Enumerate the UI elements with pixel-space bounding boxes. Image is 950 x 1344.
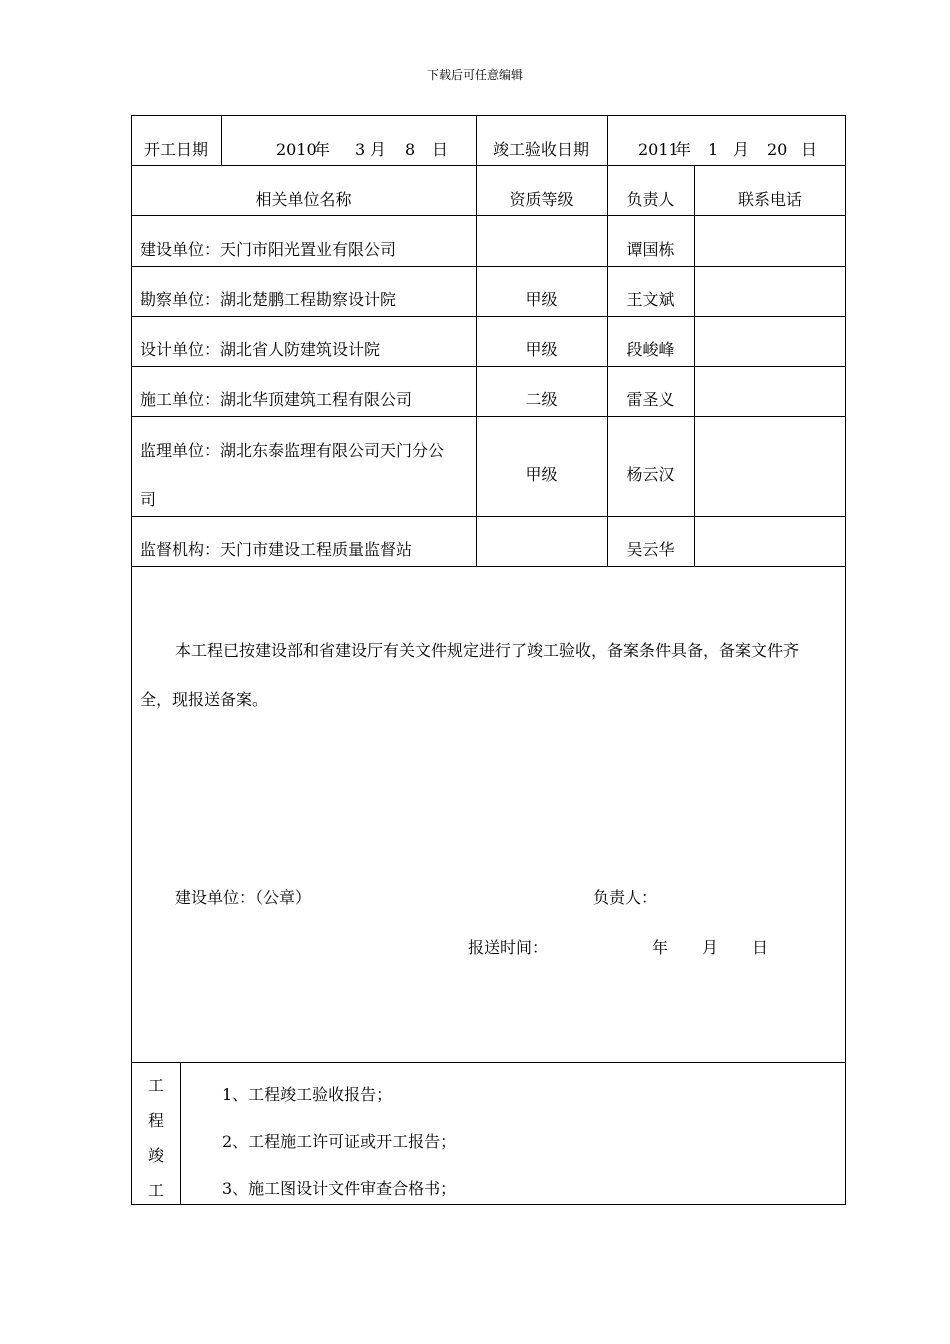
docs-label-char: 竣: [147, 1146, 164, 1165]
col-divider: [476, 165, 477, 566]
complete-year: 2011: [638, 140, 679, 159]
start-year: 2010: [276, 140, 317, 159]
responsible-sign-label: 负责人：: [593, 888, 658, 907]
docs-label-char: 工: [147, 1181, 164, 1200]
unit-person: 杨云汉: [626, 465, 675, 484]
row-divider: [131, 215, 846, 216]
unit-name-line2: 司: [140, 490, 157, 509]
docs-label-char: 工: [147, 1076, 164, 1095]
unit-grade: 甲级: [525, 340, 558, 359]
row-divider: [131, 416, 846, 417]
doc-item: 1、工程竣工验收报告；: [222, 1085, 393, 1104]
unit-name: 施工单位：湖北华顶建筑工程有限公司: [140, 390, 413, 409]
doc-item: 2、工程施工许可证或开工报告；: [222, 1132, 457, 1151]
row-divider: [131, 165, 846, 166]
complete-date-label: 竣工验收日期: [493, 140, 590, 159]
col-divider: [607, 165, 608, 566]
build-unit-seal-label: 建设单位：（公章）: [175, 888, 312, 907]
responsible-header: 负责人: [626, 190, 675, 209]
unit-person: 段峻峰: [626, 340, 675, 359]
start-day-unit: 日: [432, 140, 449, 159]
qualification-header: 资质等级: [509, 190, 574, 209]
unit-name: 建设单位：天门市阳光置业有限公司: [140, 240, 397, 259]
phone-header: 联系电话: [737, 190, 802, 209]
unit-name-line1: 监理单位：湖北东泰监理有限公司天门分公: [140, 441, 445, 460]
complete-year-unit: 年: [675, 140, 692, 159]
unit-person: 王文斌: [626, 290, 675, 309]
complete-month: 1: [708, 140, 719, 159]
col-divider: [694, 165, 695, 566]
docs-label-char: 程: [147, 1111, 164, 1130]
row-divider: [131, 516, 846, 517]
statement-line2: 全，现报送备案。: [140, 690, 269, 709]
unit-person: 谭国栋: [626, 240, 675, 259]
unit-name: 勘察单位：湖北楚鹏工程勘察设计院: [140, 290, 397, 309]
statement-line1: 本工程已按建设部和省建设厅有关文件规定进行了竣工验收，备案条件具备，备案文件齐: [175, 641, 800, 660]
row-divider: [131, 316, 846, 317]
unit-grade: 甲级: [525, 290, 558, 309]
unit-grade: 二级: [525, 390, 558, 409]
col-divider: [221, 115, 222, 165]
row-divider: [131, 266, 846, 267]
row-divider: [131, 366, 846, 367]
unit-name-header: 相关单位名称: [255, 190, 352, 209]
complete-month-unit: 月: [733, 140, 750, 159]
start-date-label: 开工日期: [144, 140, 209, 159]
col-divider: [476, 115, 477, 165]
start-month: 3: [355, 140, 366, 159]
submit-year-unit: 年: [652, 938, 669, 957]
header-note: 下载后可任意编辑: [426, 68, 523, 82]
submit-day-unit: 日: [752, 938, 769, 957]
start-year-unit: 年: [314, 140, 331, 159]
complete-day: 20: [767, 140, 788, 159]
submit-time-label: 报送时间：: [468, 938, 549, 957]
unit-grade: 甲级: [525, 465, 558, 484]
unit-name: 监督机构：天门市建设工程质量监督站: [140, 540, 413, 559]
unit-name: 设计单位：湖北省人防建筑设计院: [140, 340, 381, 359]
unit-person: 吴云华: [626, 540, 675, 559]
start-day: 8: [405, 140, 416, 159]
row-divider: [131, 566, 846, 567]
doc-item: 3、施工图设计文件审查合格书；: [222, 1179, 457, 1198]
start-month-unit: 月: [370, 140, 387, 159]
row-divider: [131, 1062, 846, 1063]
submit-month-unit: 月: [702, 938, 719, 957]
col-divider: [607, 115, 608, 165]
unit-person: 雷圣义: [626, 390, 675, 409]
complete-day-unit: 日: [801, 140, 818, 159]
